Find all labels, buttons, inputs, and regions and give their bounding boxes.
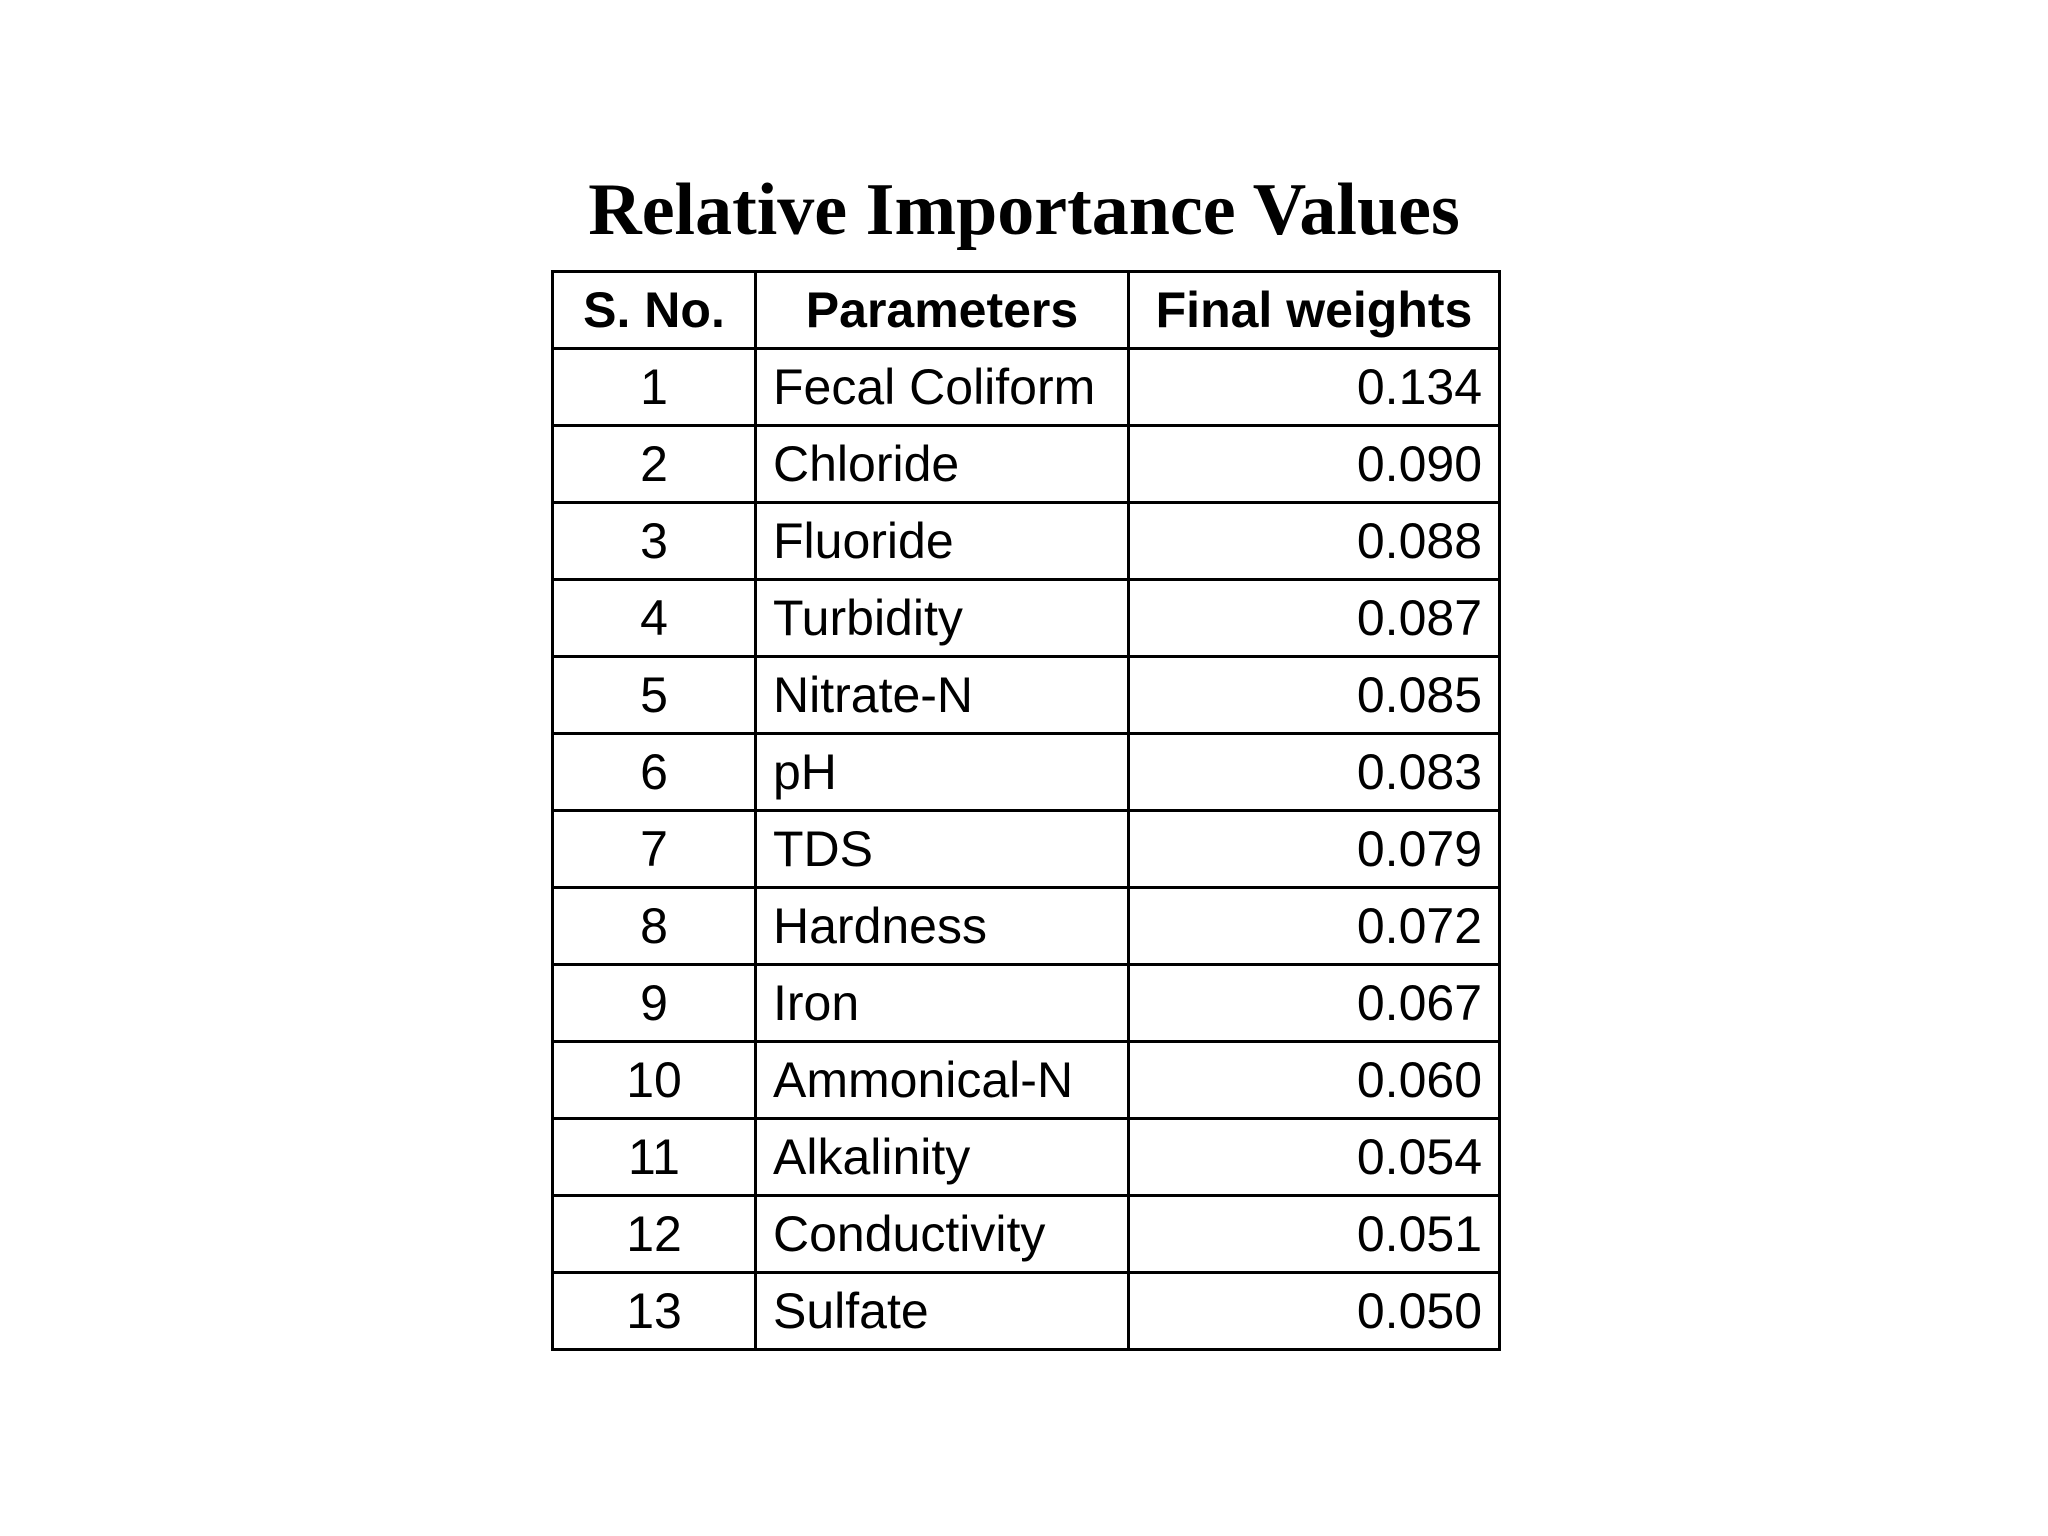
weight-cell: 0.072 — [1129, 888, 1500, 965]
parameter-cell: Fecal Coliform — [756, 349, 1129, 426]
table-row — [553, 426, 1500, 503]
column-header-final-weights: Final weights — [1129, 272, 1500, 349]
parameter-cell: Iron — [756, 965, 1129, 1042]
weight-cell: 0.050 — [1129, 1273, 1500, 1350]
table-row — [553, 580, 1500, 657]
table-row — [553, 503, 1500, 580]
page-title: Relative Importance Values — [588, 169, 1460, 251]
parameter-cell: Hardness — [756, 888, 1129, 965]
weight-cell: 0.085 — [1129, 657, 1500, 734]
weight-cell: 0.060 — [1129, 1042, 1500, 1119]
table-row — [553, 1119, 1500, 1196]
table-row — [553, 349, 1500, 426]
sno-cell: 5 — [553, 657, 756, 734]
sno-cell: 13 — [553, 1273, 756, 1350]
sno-cell: 2 — [553, 426, 756, 503]
column-header-sno: S. No. — [553, 272, 756, 349]
weight-cell: 0.083 — [1129, 734, 1500, 811]
table-header-row — [553, 272, 1500, 349]
sno-cell: 10 — [553, 1042, 756, 1119]
sno-cell: 7 — [553, 811, 756, 888]
sno-cell: 3 — [553, 503, 756, 580]
table-row — [553, 1273, 1500, 1350]
parameter-cell: Conductivity — [756, 1196, 1129, 1273]
weight-cell: 0.134 — [1129, 349, 1500, 426]
sno-cell: 6 — [553, 734, 756, 811]
weight-cell: 0.054 — [1129, 1119, 1500, 1196]
parameter-cell: Turbidity — [756, 580, 1129, 657]
sno-cell: 4 — [553, 580, 756, 657]
parameter-cell: Fluoride — [756, 503, 1129, 580]
parameter-cell: pH — [756, 734, 1129, 811]
weight-cell: 0.087 — [1129, 580, 1500, 657]
parameter-cell: Nitrate-N — [756, 657, 1129, 734]
table-row — [553, 811, 1500, 888]
table-row — [553, 1196, 1500, 1273]
table-row — [553, 734, 1500, 811]
table-body — [553, 349, 1500, 1350]
table-row — [553, 657, 1500, 734]
weights-table — [551, 270, 1501, 1351]
weight-cell: 0.088 — [1129, 503, 1500, 580]
parameter-cell: Chloride — [756, 426, 1129, 503]
weight-cell: 0.090 — [1129, 426, 1500, 503]
parameter-cell: TDS — [756, 811, 1129, 888]
weight-cell: 0.079 — [1129, 811, 1500, 888]
sno-cell: 1 — [553, 349, 756, 426]
weight-cell: 0.067 — [1129, 965, 1500, 1042]
parameter-cell: Ammonical-N — [756, 1042, 1129, 1119]
table-row — [553, 1042, 1500, 1119]
table-row — [553, 888, 1500, 965]
sno-cell: 9 — [553, 965, 756, 1042]
parameter-cell: Sulfate — [756, 1273, 1129, 1350]
weight-cell: 0.051 — [1129, 1196, 1500, 1273]
sno-cell: 11 — [553, 1119, 756, 1196]
column-header-parameters: Parameters — [756, 272, 1129, 349]
sno-cell: 8 — [553, 888, 756, 965]
sno-cell: 12 — [553, 1196, 756, 1273]
parameter-cell: Alkalinity — [756, 1119, 1129, 1196]
table-row — [553, 965, 1500, 1042]
